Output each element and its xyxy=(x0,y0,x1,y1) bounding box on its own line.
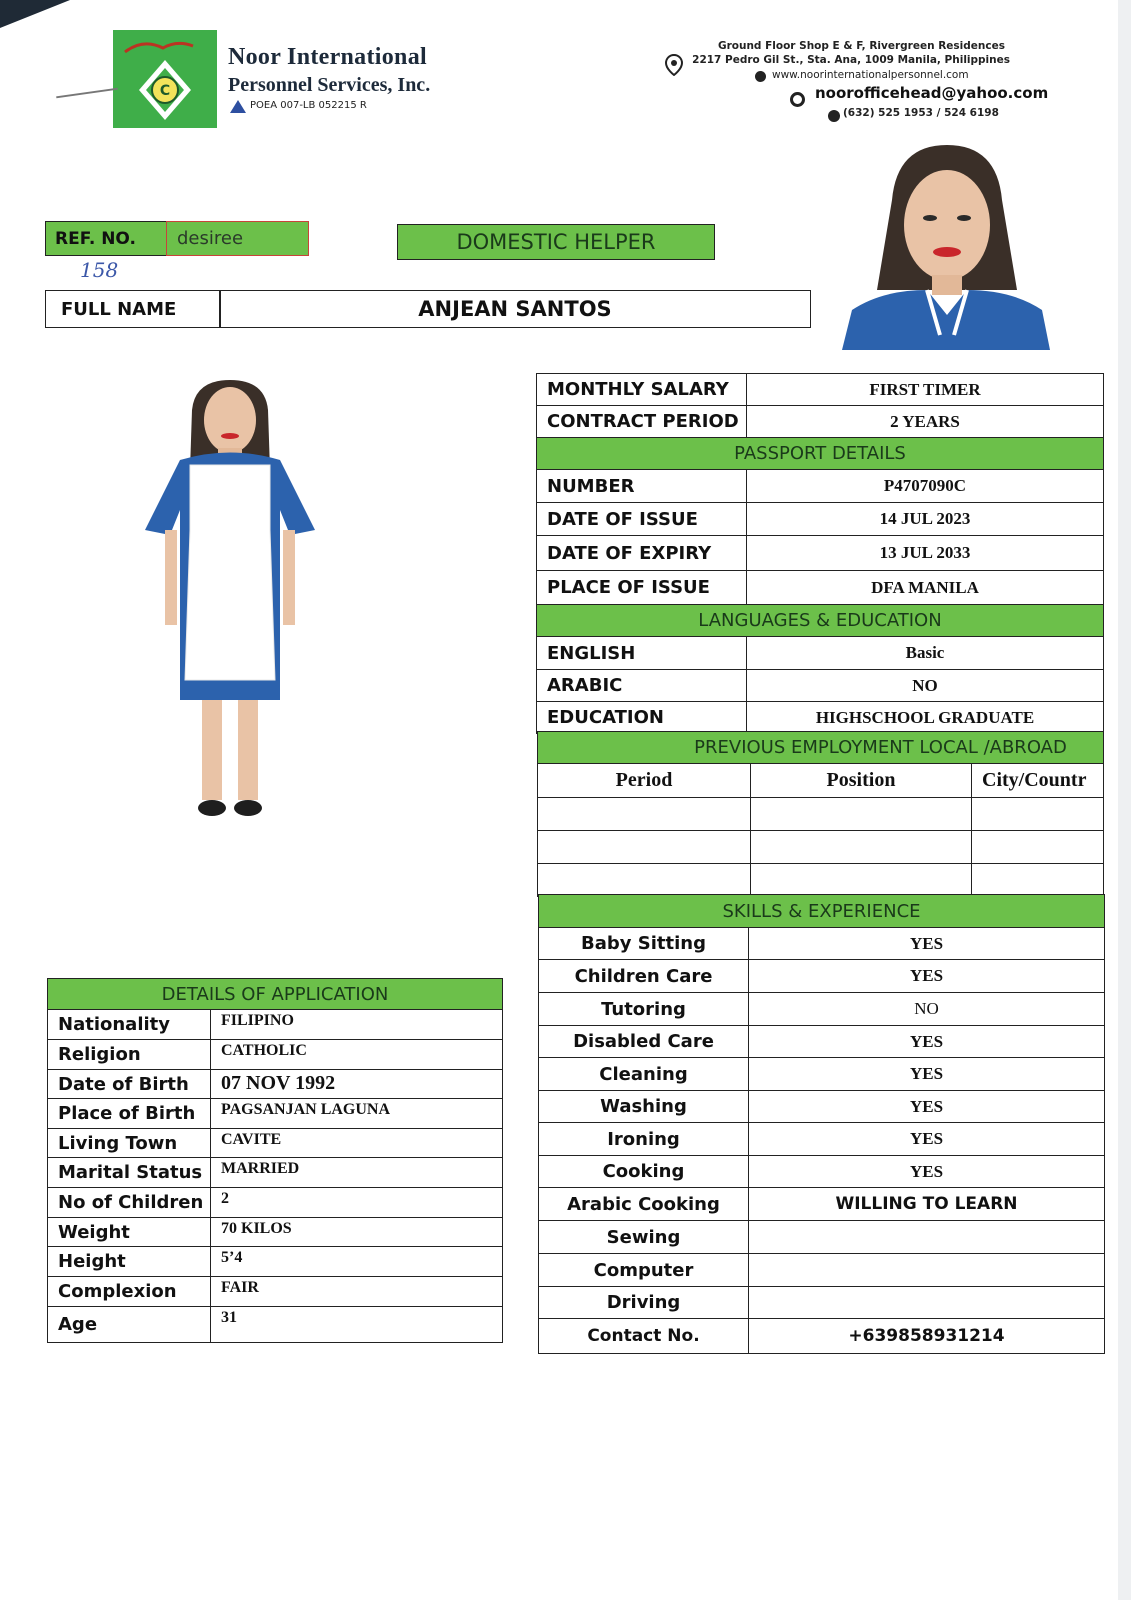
table-row xyxy=(539,993,1105,1026)
table-row xyxy=(48,1040,503,1070)
skill-value xyxy=(749,1287,1105,1319)
skill-label: Sewing xyxy=(539,1221,749,1254)
empty-cell xyxy=(751,864,972,897)
ref-label-cell xyxy=(45,221,168,256)
table-row xyxy=(48,1307,503,1343)
skill-label: Cooking xyxy=(539,1156,749,1188)
languages-section-title: LANGUAGES & EDUCATION xyxy=(537,605,1104,637)
full-name-label-cell xyxy=(45,290,221,328)
application-value: 31 xyxy=(211,1307,503,1343)
application-section-title: DETAILS OF APPLICATION xyxy=(48,979,503,1010)
position-header: Position xyxy=(751,764,972,798)
full-name-value-cell xyxy=(219,290,811,328)
education-value: HIGHSCHOOL GRADUATE xyxy=(747,702,1104,734)
empty-cell xyxy=(972,831,1104,864)
arabic-label: ARABIC xyxy=(537,670,747,702)
table-row xyxy=(537,470,1104,503)
scan-corner-shadow xyxy=(0,0,70,28)
application-label: Height xyxy=(48,1247,211,1277)
passport-section-title: PASSPORT DETAILS xyxy=(537,438,1104,470)
contract-label: CONTRACT PERIOD xyxy=(537,406,747,438)
salary-value: FIRST TIMER xyxy=(747,374,1104,406)
email-icon xyxy=(790,92,805,107)
issue-date-label: DATE OF ISSUE xyxy=(537,503,747,536)
section-row xyxy=(539,895,1105,928)
application-label: Complexion xyxy=(48,1277,211,1307)
table-row xyxy=(537,571,1104,605)
table-row xyxy=(539,1058,1105,1091)
employment-table xyxy=(537,731,1104,897)
table-row xyxy=(537,536,1104,571)
skills-table xyxy=(538,894,1105,1354)
empty-cell xyxy=(538,831,751,864)
table-row xyxy=(537,670,1104,702)
application-label: Date of Birth xyxy=(48,1070,211,1099)
phone-icon xyxy=(828,110,840,122)
position-title-cell xyxy=(397,224,715,260)
skill-value xyxy=(749,1254,1105,1287)
skills-section-title: SKILLS & EXPERIENCE xyxy=(539,895,1105,928)
application-label: Weight xyxy=(48,1218,211,1247)
skill-value: YES xyxy=(749,1091,1105,1123)
svg-text:C: C xyxy=(159,83,171,99)
skill-value: NO xyxy=(749,993,1105,1026)
contract-value: 2 YEARS xyxy=(747,406,1104,438)
passport-number-value: P4707090C xyxy=(747,470,1104,503)
skill-value: YES xyxy=(749,960,1105,993)
expiry-date-label: DATE OF EXPIRY xyxy=(537,536,747,571)
table-row xyxy=(537,374,1104,406)
contact-label: Contact No. xyxy=(539,1319,749,1354)
application-label: Living Town xyxy=(48,1129,211,1158)
company-name: Noor International xyxy=(228,44,427,70)
table-row xyxy=(539,928,1105,960)
table-row xyxy=(538,831,1104,864)
table-row xyxy=(48,1070,503,1099)
skill-label: Computer xyxy=(539,1254,749,1287)
place-of-issue-value: DFA MANILA xyxy=(747,571,1104,605)
table-row xyxy=(539,1156,1105,1188)
salary-label: MONTHLY SALARY xyxy=(537,374,747,406)
full-body-photo xyxy=(130,380,330,840)
table-row xyxy=(48,1247,503,1277)
table-row xyxy=(539,1091,1105,1123)
issue-date-value: 14 JUL 2023 xyxy=(747,503,1104,536)
application-label: Marital Status xyxy=(48,1158,211,1188)
application-value: MARRIED xyxy=(211,1158,503,1188)
skill-value: YES xyxy=(749,1156,1105,1188)
table-row xyxy=(539,1287,1105,1319)
table-row xyxy=(539,960,1105,993)
section-row xyxy=(537,438,1104,470)
employment-section-title: PREVIOUS EMPLOYMENT LOCAL /ABROAD xyxy=(538,732,1104,764)
application-value: FAIR xyxy=(211,1277,503,1307)
headshot-photo xyxy=(842,140,1050,350)
table-row xyxy=(48,1188,503,1218)
skill-label: Driving xyxy=(539,1287,749,1319)
application-label: Religion xyxy=(48,1040,211,1070)
table-row xyxy=(537,503,1104,536)
application-label: Age xyxy=(48,1307,211,1343)
skill-label: Tutoring xyxy=(539,993,749,1026)
english-label: ENGLISH xyxy=(537,637,747,670)
empty-cell xyxy=(538,864,751,897)
table-row xyxy=(538,798,1104,831)
period-header: Period xyxy=(538,764,751,798)
table-row xyxy=(48,1010,503,1040)
page-right-edge xyxy=(1118,0,1131,1600)
table-row xyxy=(539,1026,1105,1058)
table-row xyxy=(539,1319,1105,1354)
skill-label: Washing xyxy=(539,1091,749,1123)
table-row xyxy=(539,1221,1105,1254)
contact-value: +639858931214 xyxy=(749,1319,1105,1354)
section-row xyxy=(48,979,503,1010)
phone: (632) 525 1953 / 524 6198 xyxy=(843,107,999,119)
table-row xyxy=(537,637,1104,670)
table-header-row xyxy=(538,764,1104,798)
application-label: No of Children xyxy=(48,1188,211,1218)
table-row xyxy=(539,1254,1105,1287)
company-subtitle: Personnel Services, Inc. xyxy=(228,74,431,96)
table-row xyxy=(48,1099,503,1129)
table-row xyxy=(48,1158,503,1188)
address-line-2: 2217 Pedro Gil St., Sta. Ana, 1009 Manila, Philippines xyxy=(692,54,1010,66)
full-name-label: FULL NAME xyxy=(61,298,177,320)
table-row xyxy=(48,1218,503,1247)
education-label: EDUCATION xyxy=(537,702,747,734)
table-row xyxy=(48,1277,503,1307)
poea-triangle-icon xyxy=(230,100,246,113)
table-row xyxy=(538,864,1104,897)
address-line-1: Ground Floor Shop E & F, Rivergreen Residences xyxy=(717,40,1005,52)
skill-value: WILLING TO LEARN xyxy=(749,1188,1105,1221)
application-value: FILIPINO xyxy=(211,1010,503,1040)
skill-value xyxy=(749,1221,1105,1254)
details-table xyxy=(536,373,1104,734)
skill-value: YES xyxy=(749,928,1105,960)
city-country-header: City/Countr xyxy=(972,764,1104,798)
application-value: 2 xyxy=(211,1188,503,1218)
ref-value-cell xyxy=(166,221,309,256)
section-row xyxy=(537,605,1104,637)
skill-value: YES xyxy=(749,1058,1105,1091)
application-label: Nationality xyxy=(48,1010,211,1040)
empty-cell xyxy=(972,798,1104,831)
section-row xyxy=(538,732,1104,764)
application-value: 07 NOV 1992 xyxy=(211,1070,503,1099)
passport-number-label: NUMBER xyxy=(537,470,747,503)
ref-value: desiree xyxy=(177,228,244,249)
application-value: 5’4 xyxy=(211,1247,503,1277)
website: www.noorinternationalpersonnel.com xyxy=(772,69,969,81)
email: noorofficehead@yahoo.com xyxy=(815,84,1049,102)
license-number: POEA 007-LB 052215 R xyxy=(250,100,367,111)
empty-cell xyxy=(751,798,972,831)
ref-label: REF. NO. xyxy=(55,228,136,249)
place-of-issue-label: PLACE OF ISSUE xyxy=(537,571,747,605)
table-row xyxy=(48,1129,503,1158)
application-value: CAVITE xyxy=(211,1129,503,1158)
skill-label: Ironing xyxy=(539,1123,749,1156)
english-value: Basic xyxy=(747,637,1104,670)
skill-label: Children Care xyxy=(539,960,749,993)
skill-label: Cleaning xyxy=(539,1058,749,1091)
application-table xyxy=(47,978,503,1343)
globe-icon xyxy=(755,71,766,82)
application-label: Place of Birth xyxy=(48,1099,211,1129)
empty-cell xyxy=(751,831,972,864)
table-row xyxy=(539,1188,1105,1221)
arabic-value: NO xyxy=(747,670,1104,702)
empty-cell xyxy=(538,798,751,831)
table-row xyxy=(539,1123,1105,1156)
expiry-date-value: 13 JUL 2033 xyxy=(747,536,1104,571)
position-title: DOMESTIC HELPER xyxy=(456,230,656,254)
company-logo xyxy=(113,30,217,128)
table-row xyxy=(537,702,1104,734)
full-name-value: ANJEAN SANTOS xyxy=(418,297,612,321)
application-value: CATHOLIC xyxy=(211,1040,503,1070)
pen-mark xyxy=(56,88,118,99)
skill-value: YES xyxy=(749,1123,1105,1156)
handwritten-number: 158 xyxy=(80,258,119,282)
application-value: PAGSANJAN LAGUNA xyxy=(211,1099,503,1129)
table-row xyxy=(537,406,1104,438)
application-value: 70 KILOS xyxy=(211,1218,503,1247)
location-pin-icon xyxy=(665,54,683,80)
skill-label: Baby Sitting xyxy=(539,928,749,960)
empty-cell xyxy=(972,864,1104,897)
skill-label: Arabic Cooking xyxy=(539,1188,749,1221)
skill-label: Disabled Care xyxy=(539,1026,749,1058)
skill-value: YES xyxy=(749,1026,1105,1058)
